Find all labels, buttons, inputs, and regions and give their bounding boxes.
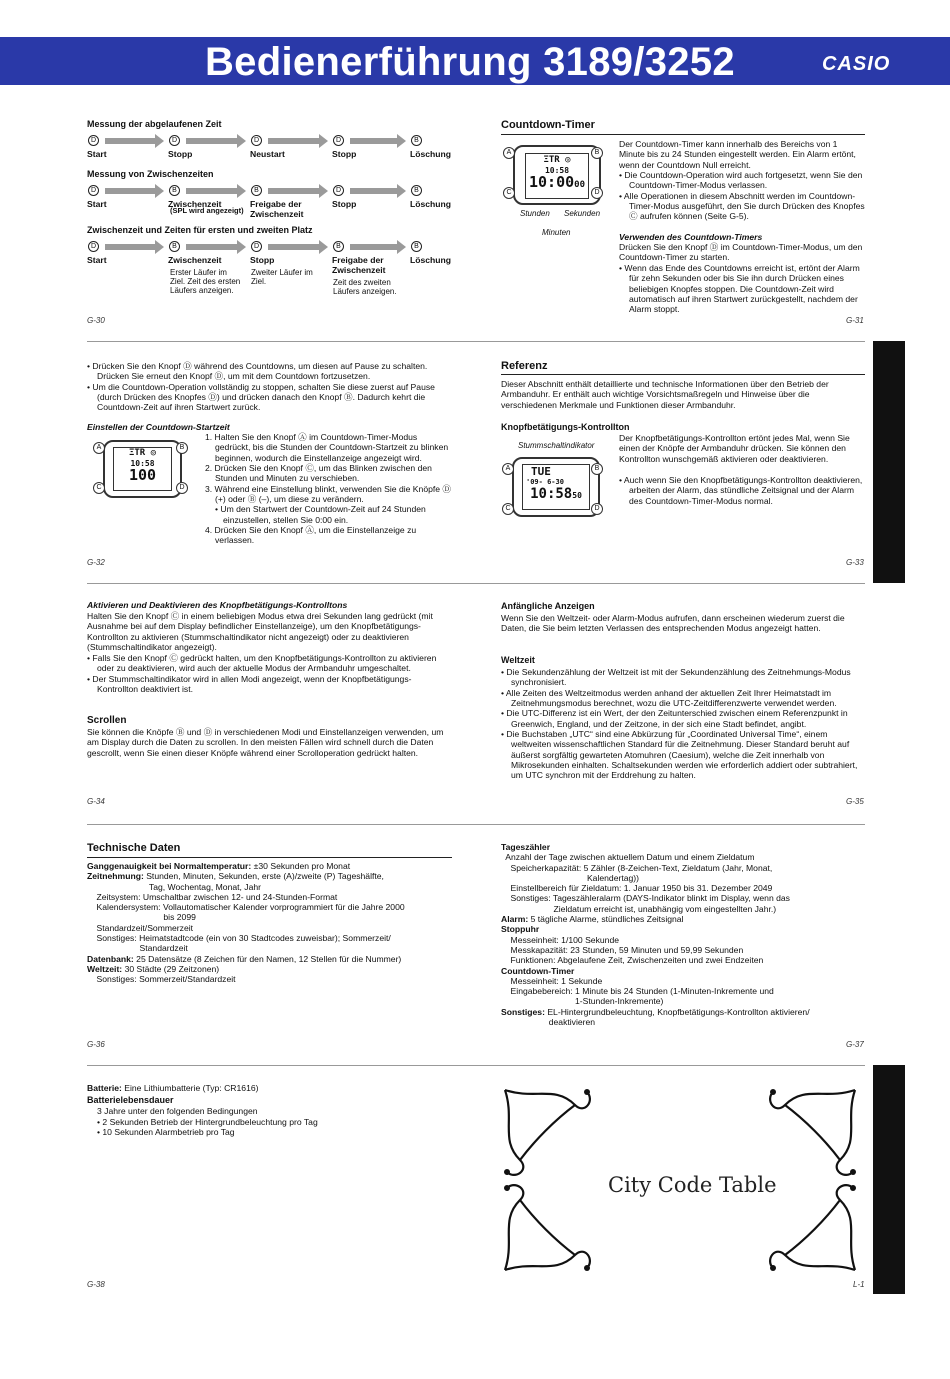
divider: [501, 134, 865, 135]
spec-line: Sonstiges: Heimatstadtcode (ein von 30 Stadtcodes zuweisbar); Sommerzeit/: [87, 933, 391, 944]
spec-line: Ganggenauigkeit bei Normaltemperatur: ±30 Sekunden pro Monat: [87, 861, 351, 871]
arrow-icon: [268, 244, 320, 250]
spec-line: Speicherkapazität: 5 Zähler (8-Zeichen-Text, Zieldatum (Jahr, Monat,: [501, 862, 773, 873]
flow-label: Stopp: [168, 149, 193, 159]
side-tab: [873, 1065, 905, 1294]
spec-line: Messeinheit: 1/100 Sekunde: [501, 934, 620, 945]
page-number: G-34: [87, 797, 105, 806]
hours-label: Stunden: [520, 209, 550, 218]
bullet-list: • Die Countdown-Operation wird auch fortgesetzt, wenn Sie den Countdown-Timer-Modus verlassen. • Alle Operationen in diesem Abschnitt werden im Countdown-Timer-Modus ausgeführt, den Sie durch Drücken des Knopfes Ⓒ aufrufen können (Seite G-5).: [619, 170, 865, 222]
body-text: Drücken Sie den Knopf Ⓓ im Countdown-Timer-Modus, um den Countdown-Timer zu starten.: [619, 242, 863, 263]
button-d-icon: D: [591, 187, 603, 199]
spec-line: Kalendertag)): [501, 872, 640, 883]
arrow-icon: [105, 244, 156, 250]
spec-line: Zeitnehmung: Stunden, Minuten, Sekunden, erste (A)/zweite (P) Tageshälfte,: [87, 871, 384, 882]
page-number: L-1: [853, 1280, 865, 1289]
spec-line: 1-Stunden-Inkremente): [501, 996, 664, 1007]
page-number: G-38: [87, 1280, 105, 1289]
spec-line: Countdown-Timer: [501, 965, 575, 976]
button-b-icon: B: [169, 241, 180, 252]
page-number: G-37: [846, 1040, 864, 1049]
subsection-title: Einstellen der Countdown-Startzeit: [87, 422, 230, 432]
steps-list: 1. Halten Sie den Knopf Ⓐ im Countdown-Timer-Modus gedrückt, bis die Stunden der Countdown-Startzeit zu blinken beginnen, wodurch die Einstellanzeige angezeigt wird. 2. Drücken Sie den Knopf Ⓒ, um das Blinken zwischen den Stunden und Minuten zu verschieben. 3. Während eine Einstellung blinkt, verwenden Sie die Knöpfe Ⓓ (+) oder Ⓑ (–), um diese zu verändern. • Um den Startwert der Countdown-Zeit auf 24 Stunden einzustellen, stellen Sie 0:00 ein. 4. Drücken Sie den Knopf Ⓐ, um die Einstellanzeige zu verlassen.: [205, 432, 452, 546]
body-text: Der Knopfbetätigungs-Kontrollton ertönt jedes Mal, wenn Sie einen der Knöpfe der Armbanduhr drücken. Sie können den Kontrollton wunschgemäß aktivieren oder deaktivieren.: [619, 433, 850, 464]
page-number: G-33: [846, 558, 864, 567]
flow-label: Freigabe der Zwischenzeit: [250, 199, 304, 220]
button-d-icon: D: [169, 135, 180, 146]
flow-title: Zwischenzeit und Zeiten für ersten und zweiten Platz: [87, 225, 313, 235]
spec-line: Eingabebereich: 1 Minute bis 24 Stunden (1-Minuten-Inkremente und: [501, 986, 774, 997]
page-divider: [87, 583, 865, 584]
bullet-list: • Wenn das Ende des Countdowns erreicht ist, ertönt der Alarm für zehn Sekunden oder bis Sie ihn durch Drücken eines beliebigen Knopfes stoppen. Die Countdown-Zeit wird automatisch auf ihren Startwert zurückgestellt, nachdem der Alarm stoppt.: [619, 263, 865, 315]
arrow-icon: [350, 188, 398, 194]
bullet-list: • 2 Sekunden Betrieb der Hintergrundbeleuchtung pro Tag • 10 Sekunden Alarmbetrieb pro Tag: [97, 1117, 397, 1138]
button-a-icon: A: [503, 147, 515, 159]
spec-line: Zieldatum erreicht ist, unabhängig vom eingestellten Jahr.): [501, 903, 777, 914]
spec-line: Alarm: 5 tägliche Alarme, stündliches Zeitsignal: [501, 914, 684, 925]
button-c-icon: C: [93, 482, 105, 494]
flow-title: Messung der abgelaufenen Zeit: [87, 119, 222, 129]
arrow-icon: [186, 138, 238, 144]
flow-label: Löschung: [410, 199, 452, 209]
button-d-icon: D: [88, 241, 99, 252]
subsection-title: Weltzeit: [501, 655, 535, 665]
button-c-icon: C: [503, 187, 515, 199]
page-number: G-30: [87, 316, 105, 325]
spec-line: deaktivieren: [501, 1017, 596, 1028]
body-text: Sie können die Knöpfe Ⓑ und Ⓓ in verschiedenen Modi und Einstellanzeigen verwenden, um am Display durch die Daten zu scrollen. In den meisten Fällen wird schnell durch die Daten gescrollt, wenn Sie einen dieser Knöpfe während einer Scrolloperation gedrückt halten.: [87, 727, 444, 758]
flow-label: Stopp: [250, 255, 275, 265]
body-text: Halten Sie den Knopf Ⓒ in einem beliebigen Modus etwa drei Sekunden lang gedrückt (mit Ausnahme bei auf dem Display befindlicher Einstellanzeige), um den Knopfbetätigungs-Kontrollton zu aktivieren (Stummschaltindikator nicht angezeigt) oder zu deaktivieren (Stummschaltindikator angezeigt).: [87, 611, 433, 652]
page-divider: [87, 341, 865, 342]
subsection-title: Aktivieren und Deaktivieren des Knopfbetätigungs-Kontrolltons: [87, 600, 348, 610]
button-b-icon: B: [169, 185, 180, 196]
flow-label: Freigabe der Zwischenzeit: [332, 255, 386, 276]
button-b-icon: B: [333, 241, 344, 252]
watch-illustration: TUE '09- 6-30 10:5850: [512, 457, 600, 517]
arrow-icon: [105, 138, 156, 144]
button-d-icon: D: [251, 135, 262, 146]
watch-illustration: ΞTR ◎ 10:58 100: [103, 440, 182, 498]
arrow-icon: [350, 244, 398, 250]
bullet-list: • Drücken Sie den Knopf Ⓓ während des Countdowns, um diesen auf Pause zu schalten. Drücken Sie erneut den Knopf Ⓓ, um mit dem Countdown fortzusetzen. • Um die Countdown-Operation vollständig zu stoppen, schalten Sie diese zuerst auf Pause (durch Drücken des Knopfes Ⓓ) und drücken danach den Knopf Ⓑ. Dadurch kehrt die Countdown-Zeit auf ihren Startwert zurück.: [87, 361, 452, 413]
bullet-list: • Die Sekundenzählung der Weltzeit ist mit der Sekundenzählung des Zeitnehmungs-Modus synchronisiert. • Alle Zeiten des Weltzeitmodus werden anhand der aktuellen Zeit Ihrer Heimatstadt im Zeitnehmungsmodus berechnet, wozu die UTC-Zeitdifferenzwerte verwendet werden. • Die UTC-Differenz ist ein Wert, der den Zeitunterschied zwischen einem Referenzpunkt in Greenwich, England, und der Zeitzone, in der sich eine Stadt befindet, angibt. • Die Buchstaben „UTC“ sind eine Abkürzung für „Coordinated Universal Time“, einem weltweiten wissenschaftlichen Standard für die Zeitnehmung. Dieser Standard beruht auf äußerst sorgfältig gewarteten Atomuhren (Caesium), welche die Zeit innerhalb von Mikrosekunden einhalten. Schaltsekunden werden wie erforderlich addiert oder subtrahiert, um UTC synchron mit der Erddrehung zu halten.: [501, 667, 865, 780]
button-b-icon: B: [591, 147, 603, 159]
body-text: Wenn Sie den Weltzeit- oder Alarm-Modus aufrufen, dann erscheinen wiederum zuerst die Daten, die Sie beim letzten Verlassen des entsprechenden Modus angezeigt hatten.: [501, 613, 845, 634]
arrow-icon: [350, 138, 398, 144]
button-b-icon: B: [251, 185, 262, 196]
spec-line: bis 2099: [87, 912, 196, 923]
section-title: Referenz: [501, 360, 548, 372]
page-divider: [87, 1065, 865, 1066]
flow-note: Erster Läufer im Ziel. Zeit des ersten Läufers anzeigen.: [170, 268, 241, 296]
flow-label: Löschung: [410, 149, 452, 159]
spec-line: Sonstiges: EL-Hintergrundbeleuchtung, Knopfbetätigungs-Kontrollton aktivieren/: [501, 1006, 810, 1017]
watch-illustration: ΞTR ◎ 10:58 10:0000: [513, 145, 601, 205]
spec-line: Sonstiges: Sommerzeit/Standardzeit: [87, 974, 236, 985]
spec-line: Standardzeit: [87, 943, 188, 954]
subsection-title: Anfängliche Anzeigen: [501, 601, 595, 611]
spec-line: Funktionen: Abgelaufene Zeit, Zwischenzeiten und zwei Endzeiten: [501, 955, 764, 966]
divider: [501, 374, 865, 375]
city-code-table-title: City Code Table: [608, 1173, 777, 1197]
flow-label: Start: [87, 255, 107, 265]
page-number: G-32: [87, 558, 105, 567]
spec-line: Tageszähler: [501, 842, 551, 852]
arrow-icon: [186, 188, 238, 194]
button-c-icon: C: [502, 503, 514, 515]
battery-line: Batterie: Eine Lithiumbatterie (Typ: CR1616): [87, 1083, 259, 1093]
spec-line: Weltzeit: 30 Städte (29 Zeitzonen): [87, 963, 220, 974]
button-b-icon: B: [411, 135, 422, 146]
spec-line: Sonstiges: Tageszähleralarm (DAYS-Indikator blinkt im Display, wenn das: [501, 893, 790, 904]
flow-label: Start: [87, 149, 107, 159]
intro-text: Der Countdown-Timer kann innerhalb des Bereichs von 1 Minute bis zu 24 Stunden eingestellt werden. Ein Alarm ertönt, wenn der Countdown Null erreicht.: [619, 139, 856, 170]
button-b-icon: B: [411, 241, 422, 252]
title-banner: [0, 37, 950, 85]
button-a-icon: A: [502, 463, 514, 475]
button-d-icon: D: [333, 185, 344, 196]
flow-label: Start: [87, 199, 107, 209]
spec-list: [87, 861, 467, 985]
spec-line: Kalendersystem: Vollautomatischer Kalender vorprogrammiert für die Jahre 2000: [87, 902, 405, 913]
section-title: Technische Daten: [87, 842, 181, 854]
spec-line: Zeitsystem: Umschaltbar zwischen 12- und 24-Stunden-Format: [87, 891, 338, 902]
page-number: G-31: [846, 316, 864, 325]
section-title: Countdown-Timer: [501, 119, 595, 131]
intro-text: Dieser Abschnitt enthält detaillierte und technische Informationen über den Betrieb der Armbanduhr. Er enthält auch wichtige Vorsichtsmaßregeln und Hinweise über die verschiedenen Merkmale und Funktionen dieser Armbanduhr.: [501, 379, 829, 410]
subsection-title: Batterielebensdauer: [87, 1095, 174, 1105]
flow-label: Neustart: [250, 149, 285, 159]
spec-line: Messeinheit: 1 Sekunde: [501, 975, 603, 986]
subsection-title: Verwenden des Countdown-Timers: [619, 232, 763, 242]
button-d-icon: D: [591, 503, 603, 515]
casio-logo: CASIO: [822, 53, 891, 75]
spec-line: Einstellbereich für Zieldatum: 1. Januar 1950 bis 31. Dezember 2049: [501, 883, 773, 894]
flow-label: Zwischenzeit: [168, 255, 222, 265]
button-d-icon: D: [88, 135, 99, 146]
spec-line: Messkapazität: 23 Stunden, 59 Minuten und 59,99 Sekunden: [501, 944, 744, 955]
button-d-icon: D: [251, 241, 262, 252]
button-a-icon: A: [93, 442, 105, 454]
minutes-label: Minuten: [542, 228, 571, 237]
flow-label: Löschung: [410, 255, 452, 265]
flow-note: Zweiter Läufer im Ziel.: [251, 268, 313, 287]
arrow-icon: [186, 244, 238, 250]
bullet-list: • Auch wenn Sie den Knopfbetätigungs-Kontrollton deaktivieren, arbeiten der Alarm, das stündliche Zeitsignal und der Alarm des Countdown-Timer-Modus normal.: [619, 475, 865, 506]
arrow-icon: [105, 188, 156, 194]
arrow-icon: [268, 138, 320, 144]
spec-line: Tag, Wochentag, Monat, Jahr: [87, 881, 262, 892]
arrow-icon: [268, 188, 320, 194]
side-tab: [873, 341, 905, 583]
button-d-icon: D: [176, 482, 188, 494]
divider: [87, 857, 452, 858]
button-b-icon: B: [411, 185, 422, 196]
page-number: G-36: [87, 1040, 105, 1049]
page-number: G-35: [846, 797, 864, 806]
bullet-list: • Falls Sie den Knopf Ⓒ gedrückt halten, um den Knopfbetätigungs-Kontrollton zu aktivieren oder zu deaktivieren, wird auch der aktuelle Modus der Armbanduhr umgeschaltet. • Der Stummschaltindikator wird in allen Modi angezeigt, wenn der Knopfbetätigungs-Kontrollton deaktiviert ist.: [87, 653, 452, 694]
subsection-title: Knopfbetätigungs-Kontrollton: [501, 422, 630, 432]
subsection-title: Scrollen: [87, 715, 127, 726]
flow-label: Stopp: [332, 149, 357, 159]
body-text: 3 Jahre unter den folgenden Bedingungen: [97, 1106, 258, 1116]
flow-title: Messung von Zwischenzeiten: [87, 169, 214, 179]
seconds-label: Sekunden: [564, 209, 601, 218]
flow-note: Zeit des zweiten Läufers anzeigen.: [333, 278, 397, 297]
page-divider: [87, 824, 865, 825]
spec-line: Stoppuhr: [501, 924, 540, 935]
spec-line: Standardzeit/Sommerzeit: [87, 922, 194, 933]
flow-label: Stopp: [332, 199, 357, 209]
button-b-icon: B: [176, 442, 188, 454]
spec-list: [501, 842, 871, 1027]
spec-line: Anzahl der Tage zwischen aktuellem Datum und einem Zieldatum: [501, 852, 755, 863]
button-b-icon: B: [591, 463, 603, 475]
spec-line: Datenbank: 25 Datensätze (8 Zeichen für den Namen, 12 Stellen für die Nummer): [87, 953, 402, 964]
page-title: Bedienerführung 3189/3252: [205, 40, 735, 84]
indicator-label: Stummschaltindikator: [518, 441, 595, 450]
button-d-icon: D: [333, 135, 344, 146]
flow-label: Zwischenzeit: [168, 199, 222, 209]
button-d-icon: D: [88, 185, 99, 196]
flow-note: (SPL wird angezeigt): [170, 206, 244, 215]
